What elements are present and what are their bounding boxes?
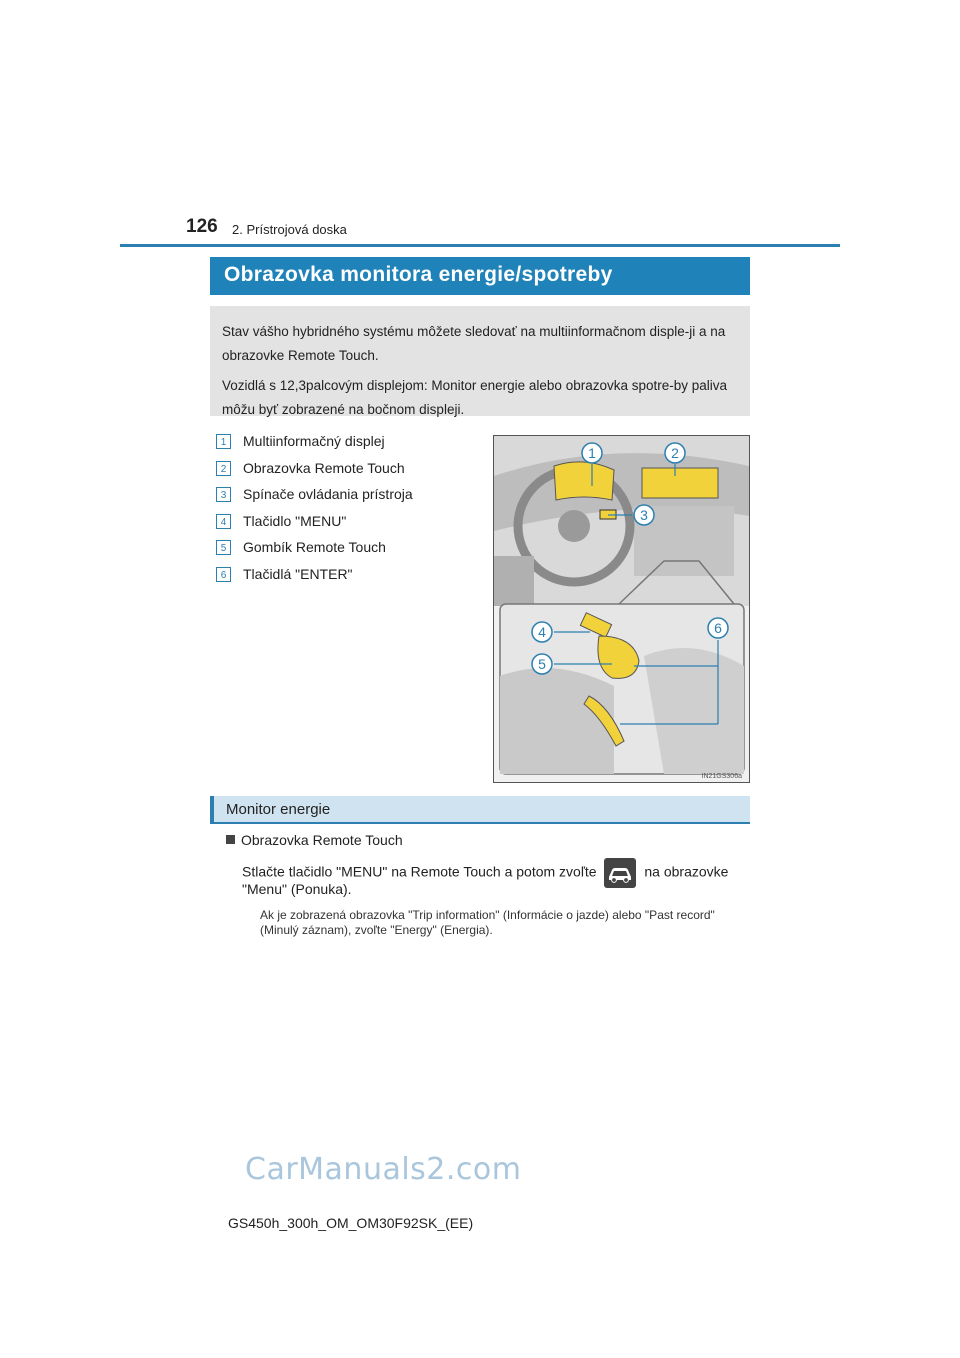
header-rule xyxy=(120,244,840,247)
subsection-title: Monitor energie xyxy=(210,796,750,824)
dashboard-illustration xyxy=(493,435,750,783)
legend-item xyxy=(216,433,476,460)
figure-legend xyxy=(216,433,476,593)
legend-label: Gombík Remote Touch xyxy=(243,539,386,556)
callout-4 xyxy=(532,622,552,642)
page-number: 126 xyxy=(186,216,218,237)
legend-item xyxy=(216,539,476,566)
car-window-shape xyxy=(612,871,628,876)
callout-number: 6 xyxy=(714,620,722,636)
instruction-line-2: "Menu" (Ponuka). xyxy=(242,881,352,897)
legend-number: 4 xyxy=(216,514,231,529)
door-panel xyxy=(494,556,534,606)
legend-item xyxy=(216,513,476,540)
instruction-text: na obrazovke xyxy=(644,863,729,880)
remote-touch-screen xyxy=(642,468,718,498)
legend-item xyxy=(216,460,476,487)
callout-number: 5 xyxy=(538,656,546,672)
steering-hub xyxy=(558,510,590,542)
callout-1 xyxy=(582,443,602,463)
bullet-heading xyxy=(226,832,403,848)
legend-item xyxy=(216,486,476,513)
callout-2 xyxy=(665,443,685,463)
callout-number: 4 xyxy=(538,624,546,640)
legend-label: Obrazovka Remote Touch xyxy=(243,459,405,476)
chapter-title: 2. Prístrojová doska xyxy=(232,222,347,237)
legend-number: 2 xyxy=(216,461,231,476)
legend-label: Tlačidlá "ENTER" xyxy=(243,565,353,582)
figure-code: IN21GS306a xyxy=(701,773,742,780)
dashboard-drawing xyxy=(494,436,749,782)
car-wheel-shape xyxy=(612,878,617,883)
legend-number: 1 xyxy=(216,434,231,449)
callout-number: 1 xyxy=(588,445,596,461)
intro-paragraph-1: Stav vášho hybridného systému môžete sledovať na multiinformačnom disple-ji a na obrazovke Remote Touch. xyxy=(222,324,726,363)
bullet-square-icon xyxy=(226,835,235,844)
legend-label: Tlačidlo "MENU" xyxy=(243,512,347,529)
intro-box xyxy=(210,306,750,416)
legend-number: 6 xyxy=(216,567,231,582)
bullet-text: Obrazovka Remote Touch xyxy=(241,832,403,848)
armrest-left xyxy=(500,668,614,774)
watermark: CarManuals2.com xyxy=(245,1152,522,1187)
callout-6 xyxy=(708,618,728,638)
car-icon-glyph xyxy=(604,858,636,888)
instruction-text: Stlačte tlačidlo "MENU" na Remote Touch a potom zvoľte xyxy=(242,863,597,880)
legend-item xyxy=(216,566,476,593)
callout-number: 2 xyxy=(671,445,679,461)
car-icon xyxy=(604,858,636,888)
section-title: Obrazovka monitora energie/spotreby xyxy=(210,257,750,295)
intro-paragraph-2: Vozidlá s 12,3palcovým displejom: Monitor energie alebo obrazovka spotre-by paliva môžu byť zobrazené na bočnom displeji. xyxy=(222,378,728,417)
legend-number: 5 xyxy=(216,540,231,555)
car-wheel-shape xyxy=(624,878,629,883)
legend-label: Spínače ovládania prístroja xyxy=(243,486,413,503)
callout-number: 3 xyxy=(640,507,648,523)
callout-5 xyxy=(532,654,552,674)
footer-code: GS450h_300h_OM_OM30F92SK_(EE) xyxy=(228,1215,474,1231)
instruction-note: Ak je zobrazená obrazovka "Trip information" (Informácie o jazde) alebo "Past record" (Minulý záznam), zvoľte "Energy" (Energia). xyxy=(260,908,715,937)
multi-info-display xyxy=(554,462,614,500)
callout-3 xyxy=(634,505,654,525)
legend-number: 3 xyxy=(216,487,231,502)
legend-label: Multiinformačný displej xyxy=(243,433,385,449)
